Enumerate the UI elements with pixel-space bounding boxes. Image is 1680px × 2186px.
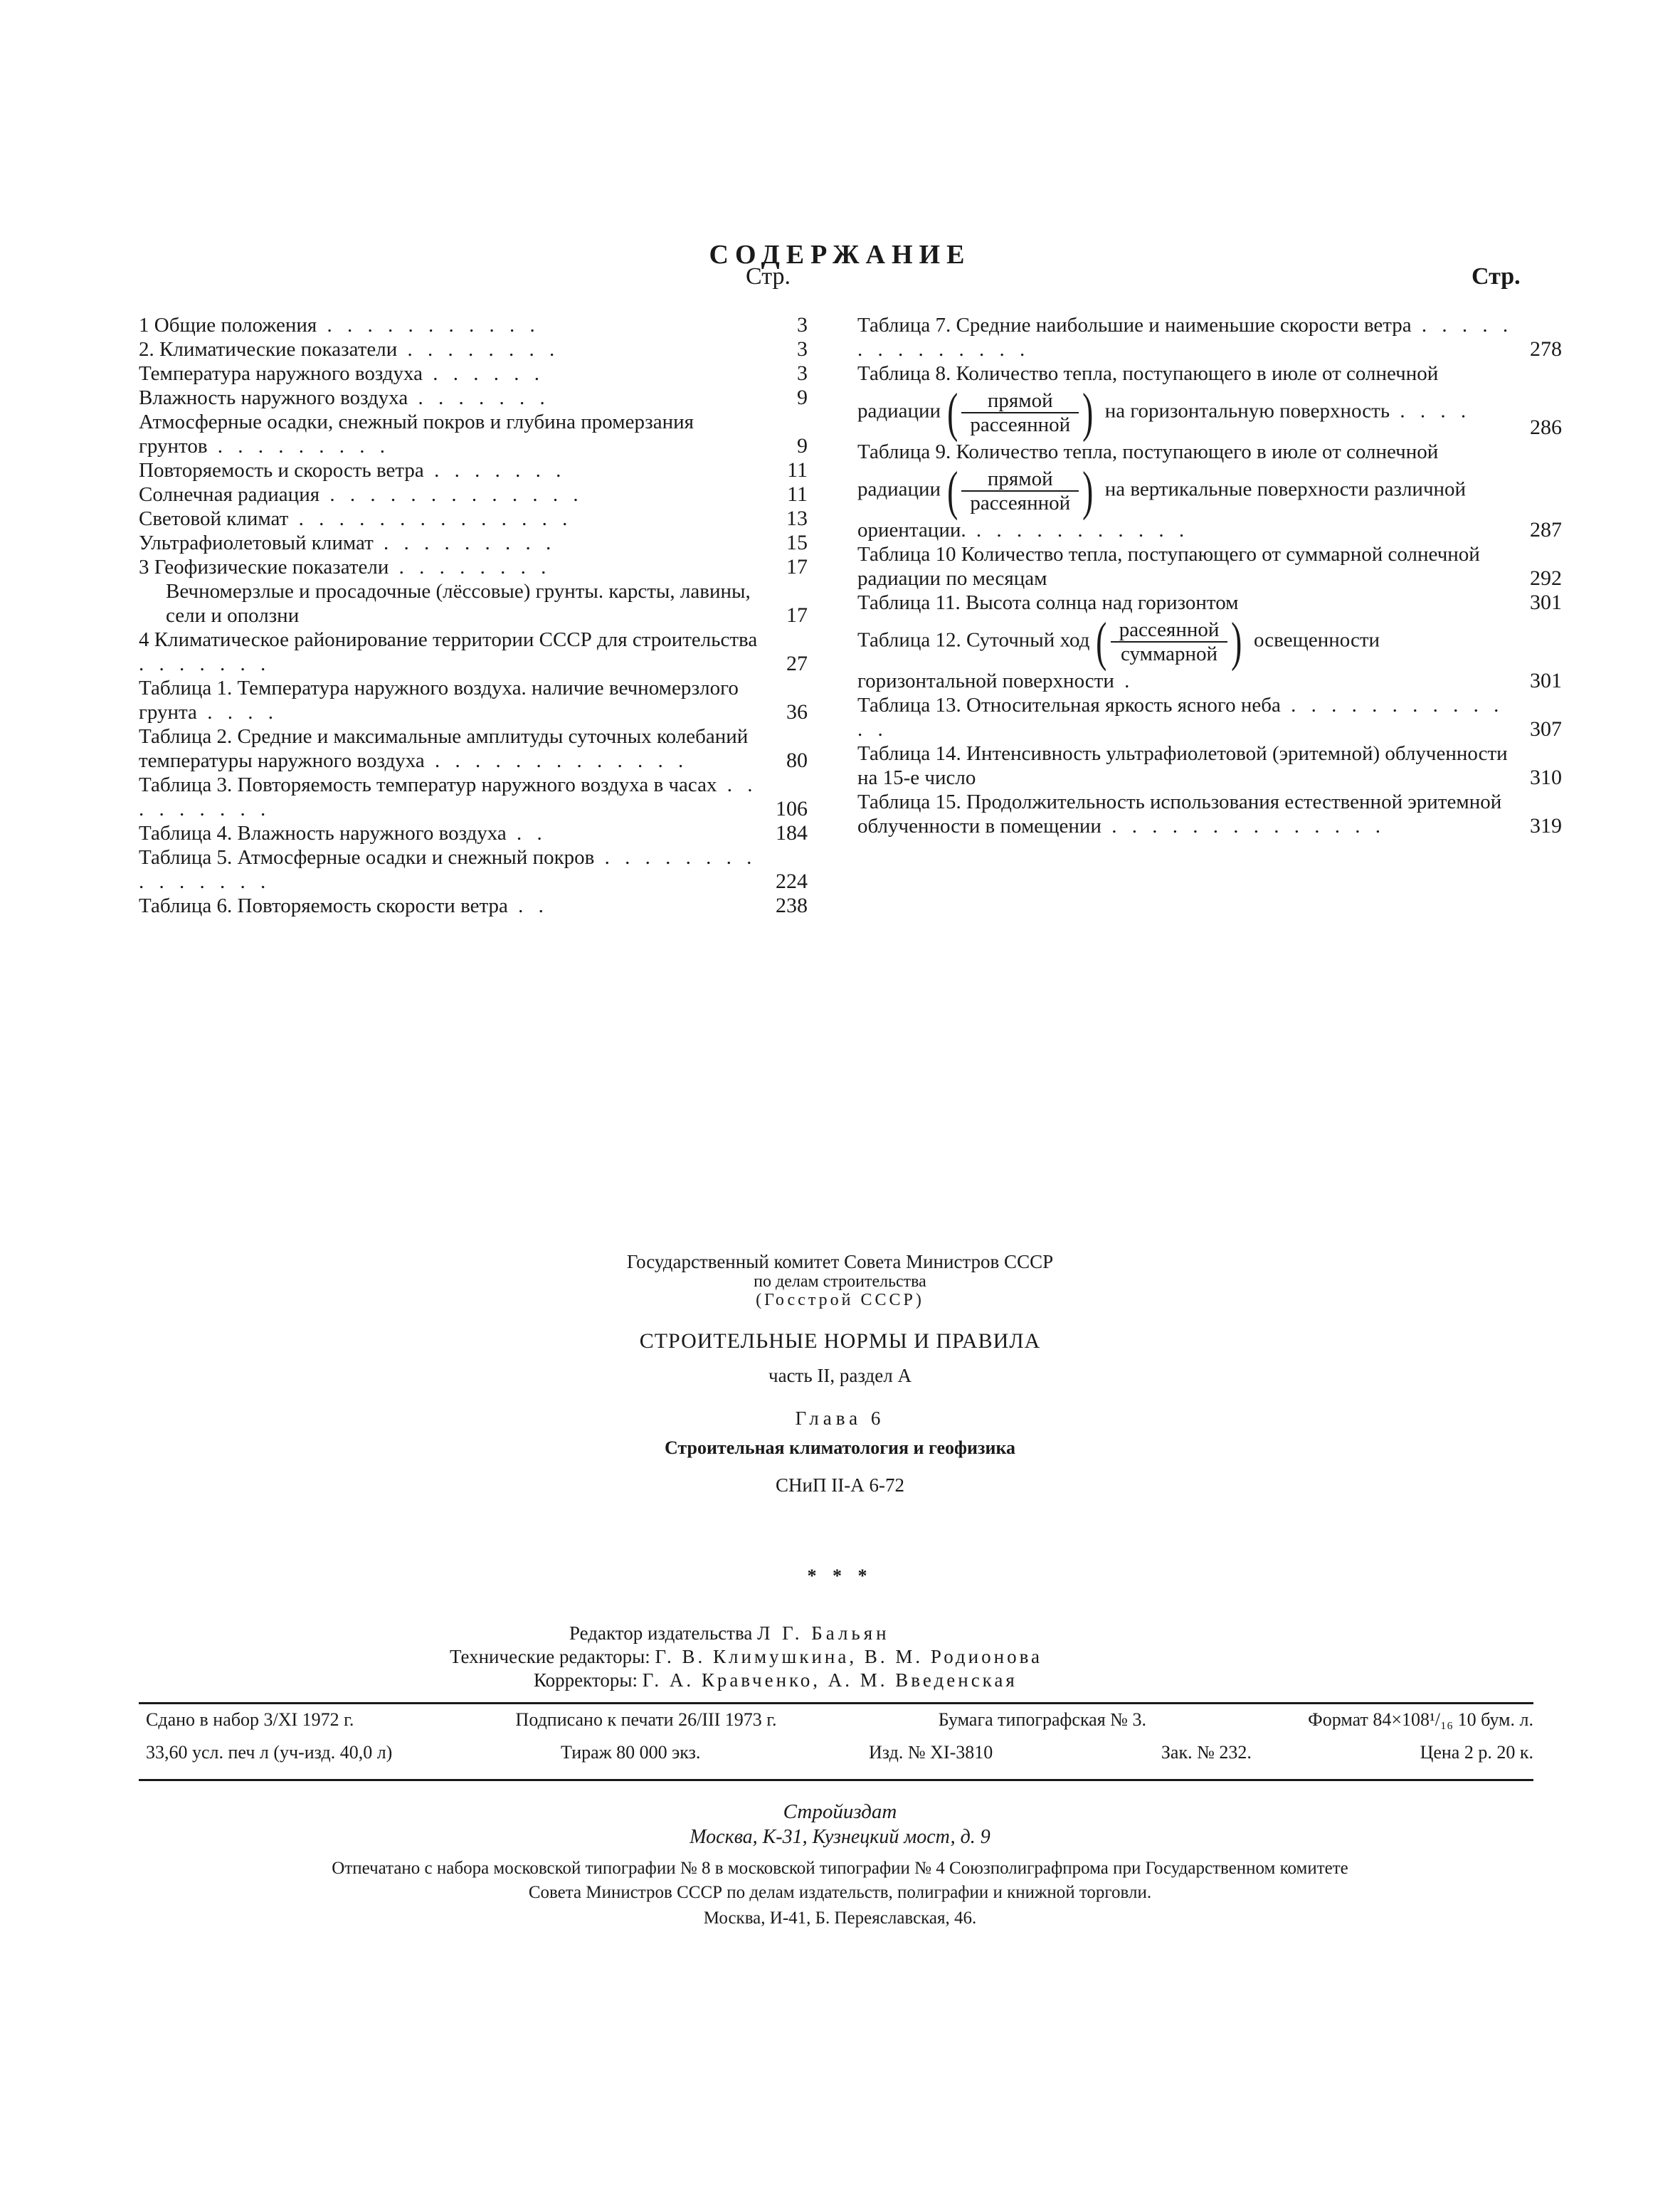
- fraction-numerator: прямой: [961, 468, 1079, 492]
- toc-entry-label: Атмосферные осадки, снежный покров и глубина промерзания грунтов: [139, 411, 694, 458]
- pub-detail-item: Цена 2 р. 20 к.: [1420, 1742, 1533, 1763]
- toc-entry-text: [139, 531, 759, 555]
- fraction-denominator: рассеянной: [970, 492, 1071, 514]
- toc-entry-text: [139, 458, 759, 482]
- toc-entry-label: Таблица 2. Средние и максимальные амплитуды суточных колебаний температуры наружного воздуха: [139, 725, 749, 772]
- toc-entry-text: [139, 482, 759, 507]
- toc-page-number: 292: [1530, 566, 1562, 590]
- toc-entry: [139, 386, 808, 410]
- toc-entry-text: [857, 361, 1513, 443]
- toc-entry-text: [139, 724, 759, 773]
- toc-entry-text: [857, 542, 1513, 591]
- tech-editors-credit: [450, 1646, 1042, 1668]
- toc-entry-post: освещенности горизонтальной поверхности: [857, 628, 1380, 692]
- toc-fraction: [944, 383, 1097, 443]
- toc-entry-label: Таблица 11. Высота солнца над горизонтом: [857, 591, 1239, 614]
- toc-fraction: [944, 461, 1097, 521]
- pub-detail-item: Сдано в набор 3/XI 1972 г.: [146, 1709, 354, 1730]
- toc-page-number: 278: [1530, 337, 1562, 361]
- toc-leader-dots: . . . . . . .: [139, 653, 271, 675]
- toc-left-column: [139, 313, 808, 918]
- toc-leader-dots: . . . . . . .: [423, 459, 566, 482]
- toc-entry: [857, 361, 1562, 443]
- toc-entry: [139, 628, 808, 676]
- toc-leader-dots: . . . . . . . . . . . . .: [857, 694, 1504, 741]
- toc-entry-text: [857, 612, 1513, 693]
- toc-page-number: 15: [786, 531, 808, 554]
- toc-page-number: 13: [786, 507, 808, 530]
- toc-entry: [857, 693, 1562, 741]
- toc-page-number: 3: [797, 337, 808, 361]
- toc-page-number: 3: [797, 313, 808, 337]
- toc-page-number: 9: [797, 434, 808, 458]
- close-paren: ): [1082, 461, 1094, 521]
- editor-label: Редактор издательства: [569, 1622, 753, 1644]
- code-label: СНиП II-А 6-72: [776, 1474, 904, 1496]
- toc-entry-label: Температура наружного воздуха: [139, 362, 423, 385]
- toc-entry-post: на горизонтальную поверхность: [1104, 399, 1390, 423]
- toc-entry-text: [139, 313, 759, 337]
- printed-by-line-3: Москва, И-41, Б. Переяславская, 46.: [703, 1908, 977, 1928]
- toc-leader-dots: . . . .: [196, 701, 278, 724]
- toc-page-number: 238: [776, 894, 808, 917]
- chapter-label: Глава 6: [795, 1408, 885, 1429]
- toc-entry: [139, 845, 808, 894]
- toc-entry-pre: Таблица 8. Количество тепла, поступающего в июле от солнечной радиации: [857, 362, 1439, 423]
- toc-entry-label: Таблица 3. Повторяемость температур наружного воздуха в часах: [139, 773, 717, 796]
- part-section: часть II, раздел А: [768, 1365, 912, 1386]
- proofreaders-label: Корректоры:: [534, 1669, 638, 1691]
- toc-entry-text: [857, 693, 1513, 741]
- toc-leader-dots: . .: [506, 822, 547, 845]
- toc-leader-dots: . . . . . . . . . . . . . . .: [139, 846, 757, 893]
- toc-leader-dots: . . . . . . . . . . . . .: [424, 749, 689, 772]
- toc-entry-text: [857, 440, 1513, 542]
- toc-entry: [857, 591, 1562, 615]
- toc-entry-text: [139, 894, 759, 918]
- fraction-body: [961, 468, 1079, 514]
- toc-entry: [139, 482, 808, 507]
- toc-entry-label: Вечномерзлые и просадочные (лёссовые) грунты. карсты, лавины, сели и оползни: [166, 580, 751, 627]
- toc-leader-dots: .: [1114, 670, 1135, 692]
- toc-entry-label: 2. Климатические показатели: [139, 338, 398, 361]
- toc-entry-label: Солнечная радиация: [139, 483, 320, 506]
- toc-entry-text: [857, 591, 1513, 615]
- toc-entry-label: Таблица 15. Продолжительность использования естественной эритемной облученности в помещении: [857, 791, 1502, 838]
- pub-detail-item: Бумага типографская № 3.: [938, 1709, 1146, 1730]
- pub-details-line-1: [146, 1709, 1533, 1731]
- toc-leader-dots: . . . . . . .: [408, 386, 550, 409]
- tech-editors-label: Технические редакторы:: [450, 1646, 650, 1667]
- toc-entry-label: Таблица 13. Относительная яркость ясного неба: [857, 694, 1281, 717]
- open-paren: (: [1096, 612, 1107, 672]
- close-paren: ): [1231, 612, 1242, 672]
- pub-details-line-2: [146, 1742, 1533, 1763]
- toc-page-number: 36: [786, 700, 808, 724]
- toc-page-number: 301: [1530, 669, 1562, 692]
- toc-page-column-header-left: Стр.: [746, 263, 791, 290]
- fraction-denominator: рассеянной: [970, 413, 1071, 436]
- toc-entry-text: [139, 507, 759, 531]
- toc-entry-label: Таблица 4. Влажность наружного воздуха: [139, 822, 507, 845]
- toc-page-number: 310: [1530, 766, 1562, 789]
- committee-line-2: по делам строительства: [754, 1272, 926, 1291]
- printed-by-line-2: Совета Министров СССР по делам издательств, полиграфии и книжной торговли.: [528, 1883, 1152, 1902]
- printed-by-line-1: Отпечатано с набора московской типографии № 8 в московской типографии № 4 Союзполиграфпрома при Государственном комитете: [332, 1859, 1348, 1878]
- toc-page-number: 11: [787, 458, 808, 482]
- toc-leader-dots: . . . . . . . .: [389, 556, 551, 579]
- rule-top: [139, 1702, 1533, 1704]
- fraction-body: [961, 389, 1079, 436]
- toc-entry: [139, 821, 808, 845]
- toc-entry-pre: Таблица 12. Суточный ход: [857, 628, 1090, 652]
- toc-leader-dots: . . . . . . . . .: [139, 773, 758, 820]
- pub-detail-item: Зак. № 232.: [1161, 1742, 1252, 1763]
- toc-fraction: [1092, 612, 1245, 672]
- editor-names: Л Г. Бальян: [757, 1622, 890, 1644]
- toc-entry-label: 4 Климатическое районирование территории СССР для строительства: [139, 628, 758, 651]
- rule-bottom: [139, 1779, 1533, 1781]
- toc-entry-post: на вертикальные поверхности различной ориентации.: [857, 477, 1467, 542]
- toc-entry-text: [139, 361, 759, 386]
- pub-detail-item: 33,60 усл. печ л (уч-изд. 40,0 л): [146, 1742, 393, 1763]
- fraction-numerator: рассеянной: [1111, 618, 1228, 643]
- toc-entry-text: [139, 628, 759, 676]
- toc-entry-label: Световой климат: [139, 507, 289, 530]
- toc-leader-dots: . . . . . . . . . . .: [317, 314, 540, 337]
- toc-entry: [139, 555, 808, 579]
- toc-entry: [139, 458, 808, 482]
- toc-page-number: 80: [786, 749, 808, 772]
- separator-stars: * * *: [807, 1565, 873, 1586]
- toc-entry: [857, 313, 1562, 361]
- tech-editors-names: Г. В. Климушкина, В. М. Родионова: [655, 1646, 1042, 1667]
- proofreaders-names: Г. А. Кравченко, А. М. Введенская: [642, 1669, 1018, 1691]
- toc-entry: [139, 361, 808, 386]
- open-paren: (: [947, 383, 958, 443]
- toc-entry: [139, 507, 808, 531]
- toc-page-number: 17: [786, 555, 808, 579]
- toc-entry-text: [857, 790, 1513, 838]
- toc-entry-label: Таблица 5. Атмосферные осадки и снежный покров: [139, 846, 595, 869]
- toc-entry-text: [139, 773, 759, 821]
- committee-line-1: Государственный комитет Совета Министров СССР: [626, 1251, 1054, 1272]
- fraction-body: [1111, 618, 1228, 665]
- toc-page-number: 319: [1530, 814, 1562, 838]
- publisher-address: Москва, К-31, Кузнецкий мост, д. 9: [690, 1826, 990, 1848]
- toc-entry-label: 1 Общие положения: [139, 314, 317, 337]
- toc-entry: [139, 337, 808, 361]
- toc-entry-label: Ультрафиолетовый климат: [139, 532, 374, 554]
- toc-leader-dots: . . . . . . . .: [397, 338, 560, 361]
- fraction-numerator: прямой: [961, 389, 1079, 413]
- toc-page-number: 106: [776, 797, 808, 820]
- toc-leader-dots: . . . . . . . . . . .: [966, 519, 1190, 542]
- toc-entry: [139, 531, 808, 555]
- toc-leader-dots: . . . . . . . . . . . . . .: [857, 314, 1513, 361]
- toc-entry: [857, 612, 1562, 693]
- toc-page-number: 301: [1530, 591, 1562, 614]
- toc-page-number: 184: [776, 821, 808, 845]
- toc-entry: [139, 894, 808, 918]
- toc-entry: [857, 542, 1562, 591]
- toc-leader-dots: . . . . . . . . . . . . .: [319, 483, 583, 506]
- toc-entry-text: [139, 845, 759, 894]
- toc-entry: [857, 440, 1562, 542]
- toc-entry-label: Таблица 1. Температура наружного воздуха. наличие вечномерзлого грунта: [139, 677, 739, 724]
- toc-leader-dots: . . . . . . . . . . . . . .: [288, 507, 573, 530]
- toc-entry-text: [139, 386, 759, 410]
- toc-entry-pre: Таблица 9. Количество тепла, поступающего в июле от солнечной радиации: [857, 440, 1439, 501]
- toc-page-number: 27: [786, 652, 808, 675]
- toc-leader-dots: . .: [507, 894, 549, 917]
- editor-credit: [569, 1622, 890, 1644]
- toc-entry-label: 3 Геофизические показатели: [139, 556, 389, 579]
- fraction-denominator: суммарной: [1121, 643, 1218, 665]
- open-paren: (: [947, 461, 958, 521]
- toc-entry-text: [139, 821, 759, 845]
- toc-entry-text: [139, 555, 759, 579]
- toc-entry: [857, 741, 1562, 790]
- toc-entry: [139, 724, 808, 773]
- pub-detail-item: Формат 84×108¹/₁₆ 10 бум. л.: [1308, 1709, 1533, 1730]
- toc-entry: [139, 579, 808, 628]
- toc-entry: [139, 410, 808, 458]
- toc-leader-dots: . . . . . . . . .: [373, 532, 556, 554]
- toc-page-number: 287: [1530, 518, 1562, 542]
- toc-entry: [857, 790, 1562, 838]
- toc-entry-text: [857, 313, 1513, 361]
- toc-entry-label: Повторяемость и скорость ветра: [139, 459, 424, 482]
- chapter-title: Строительная климатология и геофизика: [664, 1437, 1016, 1458]
- pub-detail-item: Подписано к печати 26/III 1973 г.: [515, 1709, 777, 1730]
- close-paren: ): [1082, 383, 1094, 443]
- toc-entry-label: Таблица 10 Количество тепла, поступающего от суммарной солнечной радиации по месяцам: [857, 543, 1480, 590]
- proofreaders-credit: [534, 1669, 1018, 1691]
- toc-entry-label: Таблица 14. Интенсивность ультрафиолетовой (эритемной) облученности на 15-е число: [857, 742, 1508, 789]
- toc-page-number: 11: [787, 482, 808, 506]
- toc-entry: [139, 676, 808, 724]
- series-title: СТРОИТЕЛЬНЫЕ НОРМЫ И ПРАВИЛА: [639, 1329, 1041, 1353]
- publisher-name: Стройиздат: [783, 1800, 897, 1823]
- toc-entry-text: [139, 337, 759, 361]
- toc-entry-label: Таблица 6. Повторяемость скорости ветра: [139, 894, 508, 917]
- toc-entry-label: Влажность наружного воздуха: [139, 386, 408, 409]
- toc-page-number: 307: [1530, 717, 1562, 741]
- toc-right-column: [857, 313, 1562, 838]
- toc-page-number: 224: [776, 870, 808, 893]
- toc-page-column-header-right: Стр.: [1472, 263, 1521, 290]
- toc-page-number: 286: [1530, 416, 1562, 439]
- toc-leader-dots: . . . . . . . . .: [207, 435, 391, 458]
- toc-entry-text: [139, 579, 759, 628]
- toc-page-number: 17: [786, 603, 808, 627]
- pub-detail-item: Изд. № XI-3810: [869, 1742, 993, 1763]
- toc-leader-dots: . . . .: [1390, 399, 1472, 423]
- toc-entry-label: Таблица 7. Средние наибольшие и наименьшие скорости ветра: [857, 314, 1412, 337]
- toc-entry: [139, 313, 808, 337]
- toc-entry-text: [139, 676, 759, 724]
- committee-line-3: (Госстрой СССР): [756, 1291, 924, 1309]
- toc-title: СОДЕРЖАНИЕ: [709, 240, 971, 270]
- toc-leader-dots: . . . . . . . . . . . . . .: [1101, 815, 1385, 838]
- toc-leader-dots: . . . . . .: [423, 362, 545, 385]
- toc-entry-text: [139, 410, 759, 458]
- toc-entry-text: [857, 741, 1513, 790]
- toc-page-number: 3: [797, 361, 808, 385]
- toc-page-number: 9: [797, 386, 808, 409]
- pub-detail-item: Тираж 80 000 экз.: [561, 1742, 701, 1763]
- toc-entry: [139, 773, 808, 821]
